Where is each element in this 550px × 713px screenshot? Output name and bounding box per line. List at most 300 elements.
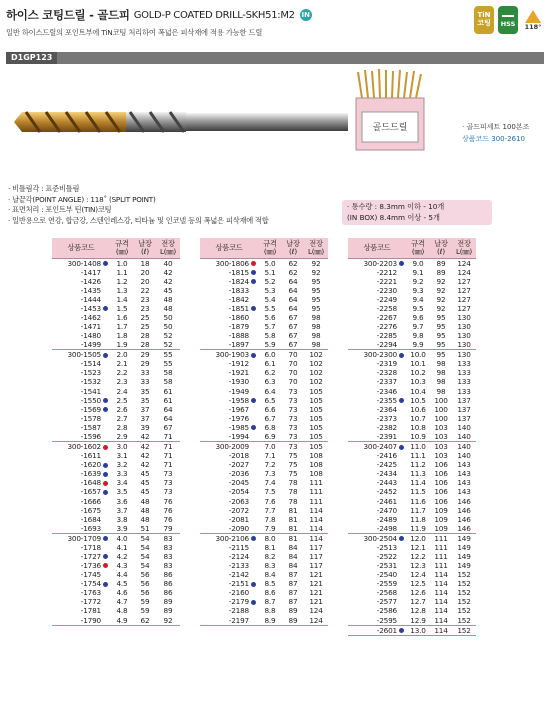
- total-length-cell: 108: [309, 469, 323, 479]
- no-dot: [251, 481, 256, 486]
- product-code-cell: -1417: [52, 268, 110, 277]
- diameter-cell: 8.2: [258, 552, 282, 561]
- no-dot: [399, 297, 404, 302]
- diameter-cell: 11.5: [410, 487, 426, 497]
- blue-dot-icon: [251, 425, 256, 430]
- total-length-cell: 92: [156, 616, 180, 626]
- product-code-cell: -1879: [200, 322, 258, 331]
- diameter-cell: 7.5: [264, 487, 276, 497]
- table-row: [52, 377, 180, 386]
- col-header-code: 상품코드: [52, 238, 110, 258]
- table-row: [348, 451, 476, 460]
- total-length-cell: 86: [163, 579, 173, 589]
- table-row: [52, 414, 180, 423]
- table-row: [348, 616, 476, 626]
- table-row: [348, 295, 476, 304]
- total-length-cell: 111: [309, 487, 323, 497]
- flute-length-cell: 103: [434, 432, 448, 441]
- no-dot: [251, 435, 256, 440]
- product-code-cell: -1569: [52, 405, 110, 414]
- product-code-cell: -2212: [348, 268, 406, 277]
- product-code-cell: 300-1903: [200, 350, 258, 360]
- total-length-cell: 152: [452, 625, 476, 635]
- diameter-cell: 2.8: [110, 423, 134, 432]
- blue-dot-icon: [103, 306, 108, 311]
- diameter-cell: 1.8: [110, 331, 134, 340]
- table-row: [52, 469, 180, 478]
- red-dot-icon: [103, 563, 108, 568]
- total-length-cell: 98: [304, 331, 328, 340]
- product-code-cell: -2267: [348, 313, 406, 322]
- table-row: [348, 277, 476, 286]
- product-code-cell: -1842: [200, 295, 258, 304]
- flute-length-cell: 84: [288, 560, 298, 570]
- no-dot: [251, 445, 256, 450]
- table-row: [348, 442, 476, 452]
- product-code-cell: -1514: [52, 359, 110, 368]
- diameter-cell: 4.3: [116, 560, 128, 570]
- diameter-cell: 2.7: [116, 413, 128, 423]
- total-length-cell: 52: [156, 331, 180, 340]
- flute-length-cell: 114: [434, 579, 448, 589]
- product-code-cell: 300-2009: [200, 442, 258, 452]
- table-row: [200, 597, 328, 606]
- no-dot: [251, 325, 256, 330]
- no-dot: [103, 591, 108, 596]
- product-code-cell: -1693: [52, 524, 110, 534]
- total-length-cell: 130: [452, 313, 476, 322]
- total-length-cell: 146: [452, 496, 476, 505]
- col-header-code: 상품코드: [348, 238, 406, 258]
- diameter-cell: 10.2: [406, 368, 430, 377]
- total-length-cell: 140: [457, 432, 471, 441]
- product-code-cell: -2373: [348, 414, 406, 423]
- flute-length-cell: 114: [430, 588, 452, 597]
- table-row: [200, 359, 328, 368]
- flute-length-cell: 81: [288, 523, 298, 533]
- table-row: [200, 496, 328, 505]
- flute-length-cell: 28: [140, 340, 150, 350]
- table-row: [52, 268, 180, 277]
- total-length-cell: 117: [309, 560, 323, 570]
- flute-length-cell: 87: [282, 570, 304, 579]
- col-header-total-length: 전장 L(㎜): [304, 238, 328, 258]
- total-length-cell: 64: [163, 413, 173, 423]
- diameter-cell: 11.7: [410, 505, 426, 515]
- product-code-cell: -1736: [52, 561, 110, 570]
- diameter-cell: 10.8: [406, 423, 430, 432]
- blue-dot-icon: [103, 490, 108, 495]
- table-row: [200, 478, 328, 487]
- diameter-cell: 6.6: [258, 405, 282, 414]
- table-row: [52, 451, 180, 460]
- diameter-cell: 5.7: [264, 322, 276, 332]
- no-dot: [251, 343, 256, 348]
- table-row: [52, 423, 180, 432]
- table-row: [200, 543, 328, 552]
- table-row: [200, 552, 328, 561]
- total-length-cell: 83: [156, 533, 180, 543]
- table-row: [348, 340, 476, 350]
- total-length-cell: 143: [452, 460, 476, 469]
- total-length-cell: 140: [452, 423, 476, 432]
- blue-dot-icon: [251, 582, 256, 587]
- flute-length-cell: 45: [140, 487, 150, 497]
- product-code-cell: -2461: [348, 496, 406, 505]
- flute-length-cell: 20: [134, 277, 156, 286]
- total-length-cell: 133: [452, 387, 476, 396]
- flute-length-cell: 25: [134, 313, 156, 322]
- total-length-cell: 124: [457, 267, 471, 277]
- blue-dot-icon: [103, 554, 108, 559]
- table-row: [348, 350, 476, 360]
- flute-length-cell: 73: [288, 413, 298, 423]
- no-dot: [251, 563, 256, 568]
- product-code-cell: -1471: [52, 322, 110, 331]
- blue-dot-icon: [103, 582, 108, 587]
- diameter-cell: 6.2: [258, 368, 282, 377]
- flute-length-cell: 75: [288, 451, 298, 461]
- diameter-cell: 11.4: [406, 478, 430, 487]
- table-row: [200, 469, 328, 478]
- flute-length-cell: 92: [436, 285, 446, 295]
- drill-set-image: [352, 68, 427, 153]
- flute-length-cell: 106: [430, 496, 452, 505]
- product-code-cell: -2434: [348, 469, 406, 478]
- diameter-cell: 3.2: [110, 460, 134, 469]
- no-dot: [103, 270, 108, 275]
- total-length-cell: 143: [457, 469, 471, 479]
- diameter-cell: 7.3: [264, 469, 276, 479]
- no-dot: [251, 618, 256, 623]
- table-row: [348, 396, 476, 405]
- flute-length-cell: 45: [134, 478, 156, 487]
- product-code-cell: -1958: [200, 396, 258, 405]
- product-code-cell: -2072: [200, 506, 258, 515]
- product-code-cell: -2391: [348, 432, 406, 442]
- table-row: [348, 460, 476, 469]
- no-dot: [399, 425, 404, 430]
- diameter-cell: 11.2: [406, 460, 430, 469]
- table-row: [348, 377, 476, 386]
- diameter-cell: 12.5: [410, 579, 426, 589]
- total-length-cell: 45: [163, 285, 173, 295]
- total-length-cell: 71: [156, 442, 180, 452]
- diameter-cell: 2.0: [110, 350, 134, 360]
- table-row: [348, 570, 476, 579]
- table-row: [52, 506, 180, 515]
- product-code-cell: -2124: [200, 552, 258, 561]
- no-dot: [251, 508, 256, 513]
- total-length-cell: 108: [309, 451, 323, 461]
- flute-length-cell: 73: [282, 423, 304, 432]
- flute-length-cell: 56: [134, 570, 156, 579]
- total-length-cell: 149: [457, 560, 471, 570]
- table-row: [52, 313, 180, 322]
- total-length-cell: 152: [457, 597, 471, 607]
- diameter-cell: 10.7: [410, 413, 426, 423]
- diameter-cell: 4.0: [110, 533, 134, 543]
- diameter-cell: 10.9: [410, 432, 426, 441]
- diameter-cell: 1.1: [116, 267, 128, 277]
- diameter-cell: 6.1: [264, 359, 276, 369]
- product-code-cell: -1426: [52, 277, 110, 286]
- product-code-cell: -2568: [348, 588, 406, 597]
- diameter-cell: 3.4: [110, 478, 134, 487]
- diameter-cell: 4.2: [110, 552, 134, 561]
- product-code-cell: -1523: [52, 368, 110, 377]
- diameter-cell: 9.6: [406, 313, 430, 322]
- diameter-cell: 5.4: [258, 295, 282, 304]
- diameter-cell: 10.6: [406, 405, 430, 414]
- drill-image: [6, 66, 356, 176]
- table-row: [200, 570, 328, 579]
- diameter-cell: 1.2: [110, 277, 134, 286]
- spec-item: · 일반용으로 연강, 합금강, 스텐인레스강, 티타늄 및 인코넬 등의 폭넓은 피삭재에 적합: [8, 215, 269, 225]
- table-row: [52, 588, 180, 597]
- diameter-cell: 4.5: [116, 579, 128, 589]
- flute-length-cell: 98: [436, 377, 446, 387]
- diameter-cell: 12.3: [410, 560, 426, 570]
- flute-length-cell: 62: [288, 267, 298, 277]
- total-length-cell: 48: [163, 303, 173, 313]
- table-row: [200, 286, 328, 295]
- flute-length-cell: 25: [140, 322, 150, 332]
- blue-dot-icon: [399, 261, 404, 266]
- product-code-cell: -2425: [348, 460, 406, 469]
- product-code-cell: -1994: [200, 432, 258, 442]
- total-length-cell: 102: [309, 377, 323, 387]
- flute-length-cell: 92: [430, 277, 452, 286]
- product-code-cell: -2018: [200, 451, 258, 460]
- diameter-cell: 9.2: [406, 277, 430, 286]
- diameter-cell: 11.9: [410, 523, 426, 533]
- table-row: [348, 524, 476, 534]
- product-code-cell: -2027: [200, 460, 258, 469]
- blue-dot-icon: [103, 536, 108, 541]
- point-angle-badge: 118°: [522, 6, 544, 34]
- product-code-cell: -2258: [348, 304, 406, 313]
- product-code-cell: -1727: [52, 552, 110, 561]
- flute-length-cell: 23: [134, 295, 156, 304]
- total-length-cell: 102: [304, 350, 328, 360]
- flute-length-cell: 59: [134, 606, 156, 615]
- total-length-cell: 143: [457, 487, 471, 497]
- no-dot: [251, 526, 256, 531]
- flute-length-cell: 78: [282, 478, 304, 487]
- product-code-cell: -1657: [52, 487, 110, 496]
- product-code-cell: -1921: [200, 368, 258, 377]
- flute-length-cell: 87: [288, 597, 298, 607]
- no-dot: [103, 618, 108, 623]
- no-dot: [399, 618, 404, 623]
- table-row: [200, 606, 328, 615]
- product-code: D1GP123: [6, 52, 57, 64]
- no-dot: [399, 600, 404, 605]
- total-length-cell: 105: [304, 423, 328, 432]
- total-length-cell: 89: [163, 597, 173, 607]
- blue-dot-icon: [399, 628, 404, 633]
- total-length-cell: 48: [156, 295, 180, 304]
- total-length-cell: 105: [309, 432, 323, 441]
- no-dot: [103, 416, 108, 421]
- total-length-cell: 114: [304, 533, 328, 543]
- flute-length-cell: 22: [140, 285, 150, 295]
- no-dot: [103, 499, 108, 504]
- diameter-cell: 7.9: [264, 523, 276, 533]
- flute-length-cell: 23: [140, 303, 150, 313]
- diameter-cell: 7.4: [258, 478, 282, 487]
- total-length-cell: 146: [452, 515, 476, 524]
- no-dot: [103, 334, 108, 339]
- product-code-cell: -1912: [200, 359, 258, 368]
- flute-length-cell: 48: [134, 515, 156, 524]
- flute-length-cell: 114: [430, 606, 452, 615]
- total-length-cell: 124: [452, 258, 476, 268]
- flute-length-cell: 33: [134, 368, 156, 377]
- total-length-cell: 98: [304, 313, 328, 322]
- total-length-cell: 52: [163, 340, 173, 350]
- product-code-cell: -1772: [52, 597, 110, 606]
- table-row: [52, 286, 180, 295]
- flute-length-cell: 51: [140, 523, 150, 533]
- total-length-cell: 76: [163, 505, 173, 515]
- table-row: [348, 579, 476, 588]
- blue-dot-icon: [103, 398, 108, 403]
- total-length-cell: 83: [156, 552, 180, 561]
- product-code-cell: -2470: [348, 506, 406, 515]
- table-row: [348, 506, 476, 515]
- total-length-cell: 152: [457, 615, 471, 625]
- total-length-cell: 137: [452, 405, 476, 414]
- no-dot: [251, 554, 256, 559]
- diameter-cell: 5.0: [258, 258, 282, 268]
- product-code-cell: 300-2300: [348, 350, 406, 360]
- no-dot: [251, 297, 256, 302]
- flute-length-cell: 73: [288, 395, 298, 405]
- no-dot: [251, 591, 256, 596]
- no-dot: [399, 380, 404, 385]
- product-code-cell: 300-1408: [52, 258, 110, 268]
- no-dot: [399, 517, 404, 522]
- hss-badge: HSS: [498, 6, 518, 34]
- flute-length-cell: 89: [436, 267, 446, 277]
- table-row: [52, 405, 180, 414]
- diameter-cell: 10.4: [406, 387, 430, 396]
- table-row: [348, 561, 476, 570]
- table-row: [200, 588, 328, 597]
- table-row: [348, 304, 476, 313]
- total-length-cell: 137: [457, 413, 471, 423]
- product-code-cell: -1541: [52, 387, 110, 396]
- total-length-cell: 105: [304, 405, 328, 414]
- diameter-cell: 6.0: [258, 350, 282, 360]
- diameter-cell: 9.0: [406, 258, 430, 268]
- flute-length-cell: 87: [288, 579, 298, 589]
- no-dot: [399, 582, 404, 587]
- no-dot: [399, 343, 404, 348]
- no-dot: [103, 279, 108, 284]
- no-dot: [251, 316, 256, 321]
- table-row: [348, 268, 476, 277]
- product-code-cell: -1897: [200, 340, 258, 350]
- flute-length-cell: 92: [436, 303, 446, 313]
- table-row: [52, 579, 180, 588]
- table-row: [52, 570, 180, 579]
- table-row: [52, 515, 180, 524]
- table-row: [200, 295, 328, 304]
- no-dot: [399, 563, 404, 568]
- product-code-cell: -1578: [52, 414, 110, 423]
- table-row: [200, 561, 328, 570]
- no-dot: [103, 325, 108, 330]
- table-row: [200, 268, 328, 277]
- col-header-flute-length: 날장 (ℓ): [430, 238, 452, 258]
- product-code-cell: -1620: [52, 460, 110, 469]
- flute-length-cell: 45: [140, 469, 150, 479]
- table-row: [52, 340, 180, 350]
- total-length-cell: 98: [311, 340, 321, 350]
- total-length-cell: 121: [304, 570, 328, 579]
- flute-length-cell: 37: [140, 413, 150, 423]
- no-dot: [103, 545, 108, 550]
- total-length-cell: 102: [304, 368, 328, 377]
- flute-length-cell: 114: [430, 570, 452, 579]
- table-row: [200, 304, 328, 313]
- total-length-cell: 40: [156, 258, 180, 268]
- table-row: [348, 405, 476, 414]
- diameter-cell: 6.5: [264, 395, 276, 405]
- product-code-cell: -2188: [200, 606, 258, 615]
- diameter-cell: 12.8: [406, 606, 430, 615]
- diameter-cell: 11.8: [406, 515, 430, 524]
- no-dot: [399, 545, 404, 550]
- no-dot: [399, 416, 404, 421]
- no-dot: [251, 362, 256, 367]
- diameter-cell: 4.4: [110, 570, 134, 579]
- total-length-cell: 50: [156, 313, 180, 322]
- table-row: [52, 543, 180, 552]
- flute-length-cell: 92: [430, 295, 452, 304]
- no-dot: [399, 270, 404, 275]
- table-row: [348, 414, 476, 423]
- product-code-cell: -2115: [200, 543, 258, 552]
- product-code-cell: -2522: [348, 552, 406, 561]
- flute-length-cell: 35: [140, 395, 150, 405]
- flute-length-cell: 109: [430, 515, 452, 524]
- table-row: [200, 616, 328, 626]
- flute-length-cell: 59: [140, 597, 150, 607]
- table-row: [52, 396, 180, 405]
- product-code-cell: -2045: [200, 478, 258, 487]
- table-row: [348, 432, 476, 442]
- no-dot: [399, 472, 404, 477]
- product-code-cell: -1480: [52, 331, 110, 340]
- no-dot: [251, 499, 256, 504]
- blue-dot-icon: [103, 463, 108, 468]
- total-length-cell: 149: [452, 533, 476, 543]
- product-code-cell: -2151: [200, 579, 258, 588]
- flute-length-cell: 100: [430, 405, 452, 414]
- table-row: [200, 377, 328, 386]
- in-badge: IN: [301, 11, 310, 19]
- table-row: [52, 478, 180, 487]
- flute-length-cell: 81: [288, 505, 298, 515]
- total-length-cell: 143: [452, 478, 476, 487]
- product-code-cell: -1666: [52, 496, 110, 505]
- total-length-cell: 133: [452, 368, 476, 377]
- diameter-cell: 9.7: [412, 322, 424, 332]
